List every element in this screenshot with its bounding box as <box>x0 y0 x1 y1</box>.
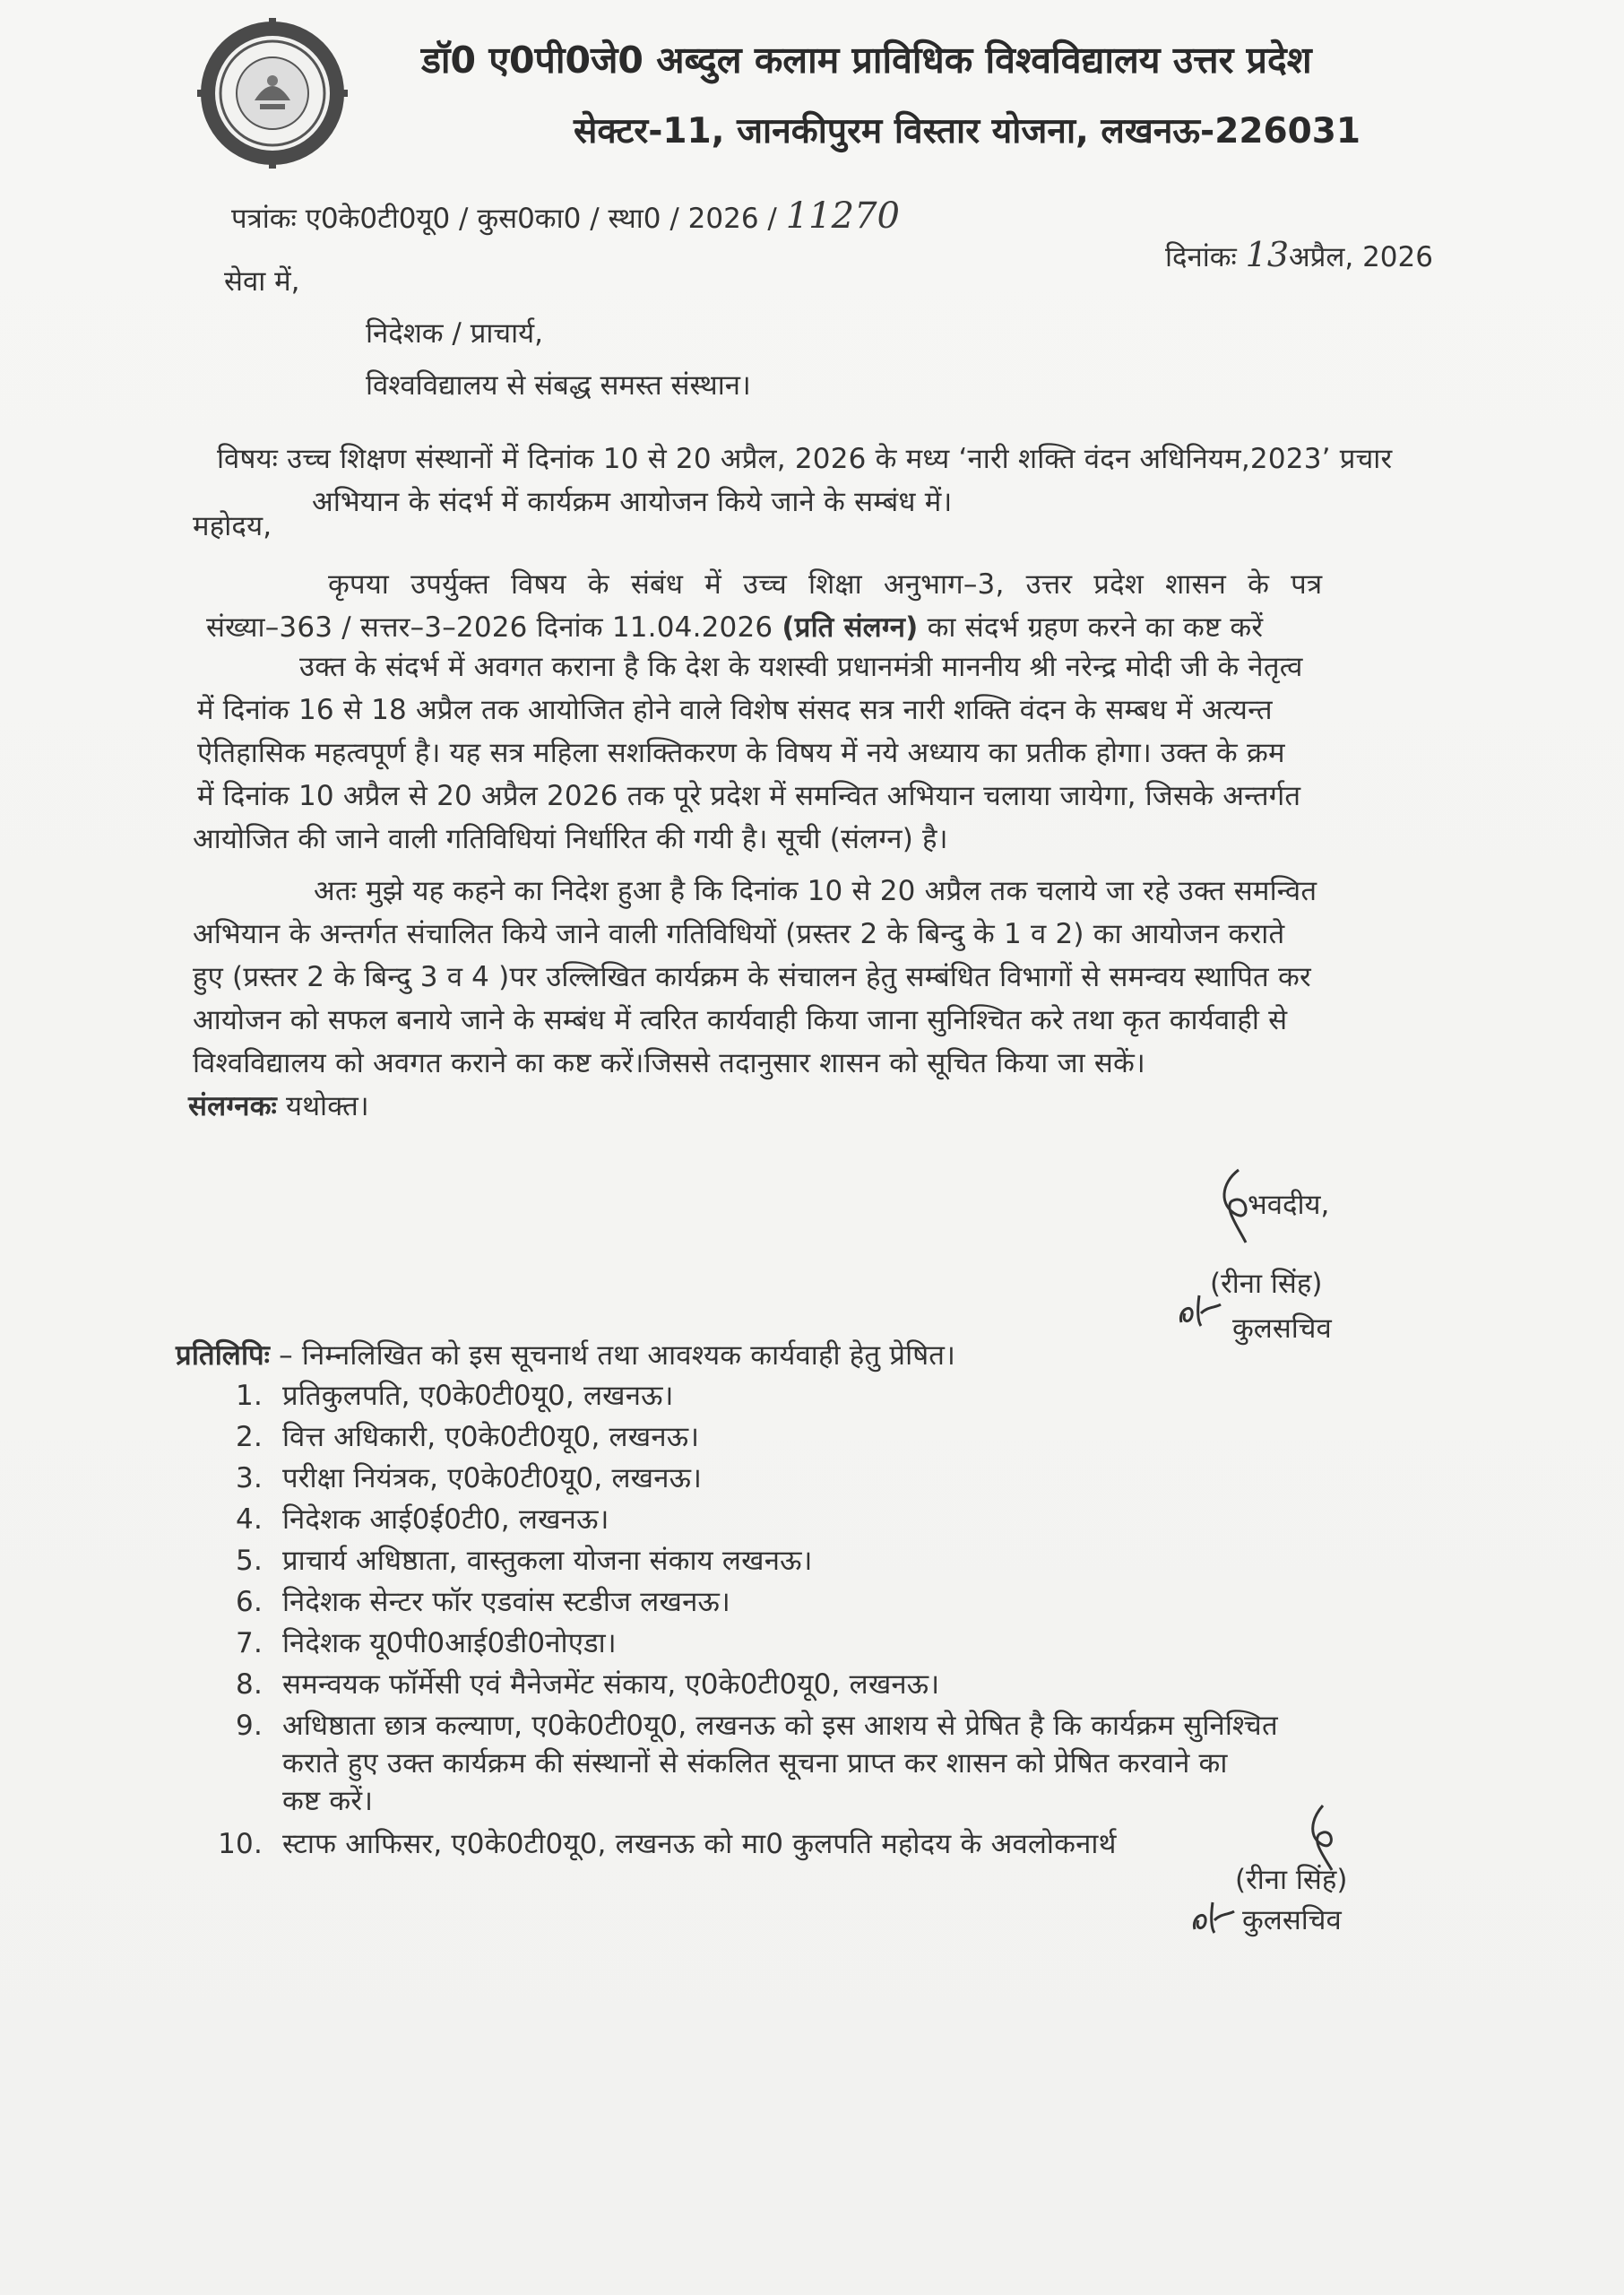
date-rest: अप्रैल, 2026 <box>1289 241 1433 273</box>
body-line <box>206 608 1263 645</box>
signatory-name: (रीना सिंह) <box>1210 1268 1323 1300</box>
enclosure-label: संलग्नकः <box>188 1090 277 1122</box>
copy-list-item: 1. प्रतिकुलपति, ए0के0टी0यू0, लखनऊ। <box>236 1380 674 1412</box>
body-line: ऐतिहासिक महत्वपूर्ण है। यह सत्र महिला सशक्तिकरण के विषय में नये अध्याय का प्रतीक होगा। उक्त के क्रम <box>197 737 1285 769</box>
reference-code: ए0के0टी0यू0 / कुस0का0 / स्था0 / 2026 / <box>305 203 777 235</box>
university-name: डॉ0 ए0पी0जे0 अब्दुल कलाम प्राविधिक विश्वविद्यालय उत्तर प्रदेश <box>421 39 1312 82</box>
copy-list-item: 4. निदेशक आई0ई0टी0, लखनऊ। <box>236 1503 609 1536</box>
body-line: विश्वविद्यालय को अवगत कराने का कष्ट करें।जिससे तदानुसार शासन को सूचित किया जा सकें। <box>193 1047 1145 1079</box>
signature-initial-mark <box>1188 1893 1241 1938</box>
reference-handwritten-number: 11270 <box>785 195 900 237</box>
copy-list-item: 9. अधिष्ठाता छात्र कल्याण, ए0के0टी0यू0, लखनऊ को इस आशय से प्रेषित है कि कार्यक्रम सुनिश्चित <box>236 1710 1278 1742</box>
copy-list-item: 5. प्राचार्य अधिष्ठाता, वास्तुकला योजना संकाय लखनऊ। <box>236 1545 813 1577</box>
copy-list-item: 6. निदेशक सेन्टर फॉर एडवांस स्टडीज लखनऊ। <box>236 1586 730 1618</box>
copy-list-item: 10. स्टाफ आफिसर, ए0के0टी0यू0, लखनऊ को मा0 कुलपति महोदय के अवलोकनार्थ <box>218 1828 1117 1860</box>
body-line: में दिनांक 16 से 18 अप्रैल तक आयोजित होने वाले विशेष संसद सत्र नारी शक्ति वंदन के सम्बध में अत्यन्त <box>197 694 1273 726</box>
copy-list-item: 2. वित्त अधिकारी, ए0के0टी0यू0, लखनऊ। <box>236 1421 700 1453</box>
enclosed-copy-label: (प्रति संलग्न) <box>782 611 919 644</box>
subject-line-1: विषयः उच्च शिक्षण संस्थानों में दिनांक 10 से 20 अप्रैल, 2026 के मध्य ‘नारी शक्ति वंदन अधिनियम,2023’ प्रचार <box>217 443 1393 475</box>
letter-date <box>1165 235 1433 275</box>
copy-list-item: कराते हुए उक्त कार्यक्रम की संस्थानों से संकलित सूचना प्राप्त कर शासन को प्रेषित करवाने का <box>282 1747 1228 1780</box>
signatory-designation: कुलसचिव <box>1232 1312 1332 1345</box>
signatory-designation-2: कुलसचिव <box>1242 1904 1342 1936</box>
recipient-line-1: निदेशक / प्राचार्य, <box>366 317 543 350</box>
body-line: आयोजित की जाने वाली गतिविधियां निर्धारित की गयी है। सूची (संलग्न) है। <box>193 823 948 855</box>
reference-label: पत्रांकः <box>231 203 297 235</box>
date-handwritten-day: 13 <box>1245 235 1290 274</box>
subject-line-2: अभियान के संदर्भ में कार्यक्रम आयोजन किये जाने के सम्बंध में। <box>312 486 953 518</box>
enclosure <box>188 1087 369 1124</box>
body-line: आयोजन को सफल बनाये जाने के सम्बंध में त्वरित कार्यवाही किया जाना सुनिश्चित करे तथा कृत कार्यवाही से <box>193 1004 1288 1036</box>
body-text: का संदर्भ ग्रहण करने का कष्ट करें <box>927 611 1264 644</box>
enclosure-value: यथोक्त। <box>286 1090 369 1122</box>
copy-list-item: 8. समन्वयक फॉर्मेसी एवं मैनेजमेंट संकाय, ए0के0टी0यू0, लखनऊ। <box>236 1668 940 1701</box>
body-line: कृपया उपर्युक्त विषय के संबंध में उच्च शिक्षा अनुभाग–3, उत्तर प्रदेश शासन के पत्र <box>328 568 1323 601</box>
recipient-line-2: विश्वविद्यालय से संबद्ध समस्त संस्थान। <box>366 369 751 402</box>
copy-intro: – निम्नलिखित को इस सूचनार्थ तथा आवश्यक कार्यवाही हेतु प्रेषित। <box>279 1339 956 1372</box>
body-line: में दिनांक 10 अप्रैल से 20 अप्रैल 2026 तक पूरे प्रदेश में समन्वित अभियान चलाया जायेगा, जिसके अन्तर्गत <box>197 780 1301 812</box>
university-address: सेक्टर-11, जानकीपुरम विस्तार योजना, लखनऊ-226031 <box>574 111 1361 152</box>
body-line: अभियान के अन्तर्गत संचालित किये जाने वाली गतिविधियों (प्रस्तर 2 के बिन्दु के 1 व 2) का आयोजन कराते <box>193 918 1285 950</box>
signature-initial-mark <box>1174 1286 1228 1331</box>
body-text: संख्या–363 / सत्तर–3–2026 दिनांक 11.04.2026 <box>206 611 773 644</box>
copy-list-item: 7. निदेशक यू0पी0आई0डी0नोएडा। <box>236 1627 617 1659</box>
closing-bhavdiya: भवदीय, <box>1248 1189 1330 1221</box>
university-seal-icon <box>197 18 348 169</box>
reference-number <box>231 195 900 237</box>
date-label: दिनांकः <box>1165 241 1237 273</box>
copy-heading <box>176 1336 955 1373</box>
signatory-name-2: (रीना सिंह) <box>1235 1864 1348 1896</box>
salutation: महोदय, <box>193 510 272 542</box>
copy-list-item: कष्ट करें। <box>282 1785 374 1817</box>
body-line: अतः मुझे यह कहने का निदेश हुआ है कि दिनांक 10 से 20 अप्रैल तक चलाये जा रहे उक्त समन्वित <box>314 875 1317 907</box>
body-line: हुए (प्रस्तर 2 के बिन्दु 3 व 4 )पर उल्लिखित कार्यक्रम के संचालन हेतु सम्बंधित विभागों से समन्वय स्थापित कर <box>193 961 1311 993</box>
copy-list-item: 3. परीक्षा नियंत्रक, ए0के0टी0यू0, लखनऊ। <box>236 1462 703 1494</box>
copy-label: प्रतिलिपिः <box>176 1339 271 1372</box>
seva-mein: सेवा में, <box>224 265 300 298</box>
body-line: उक्त के संदर्भ में अवगत कराना है कि देश के यशस्वी प्रधानमंत्री माननीय श्री नरेन्द्र मोदी जी के नेतृत्व <box>299 651 1303 683</box>
